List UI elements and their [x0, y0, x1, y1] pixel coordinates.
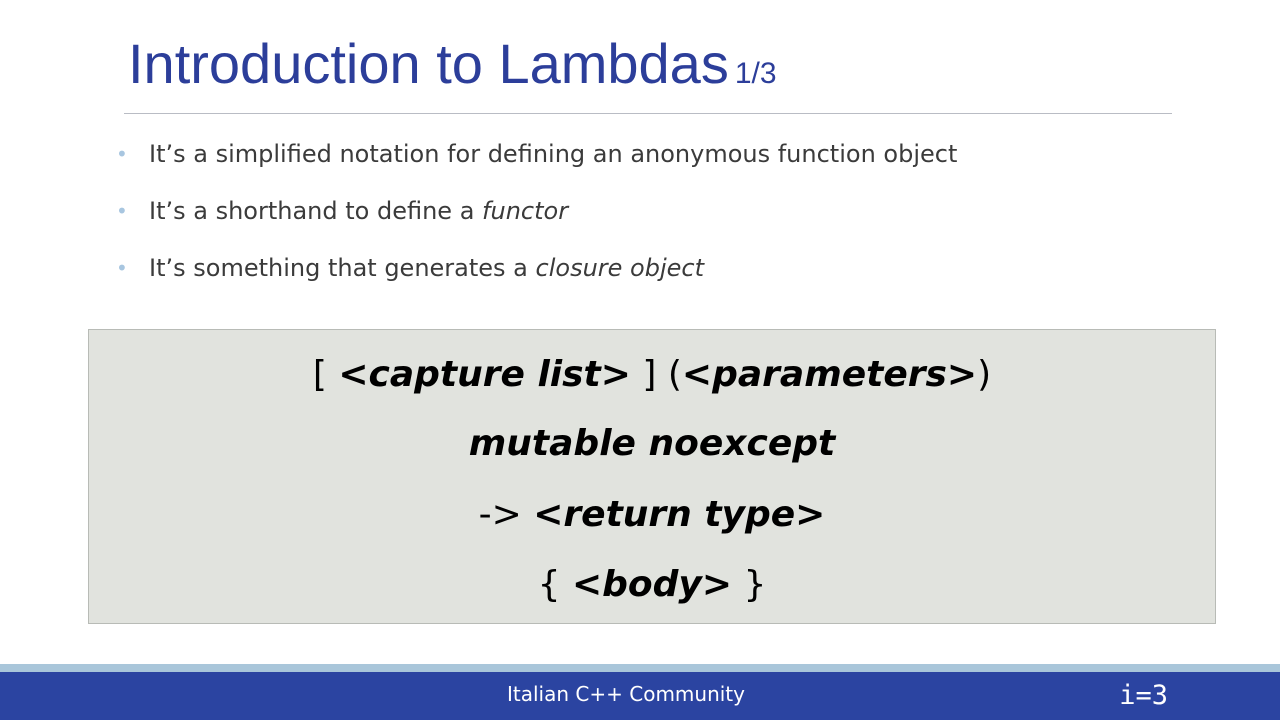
syntax-line-specifiers	[89, 408, 1215, 480]
syntax-capture-list: <capture list>	[338, 354, 631, 395]
bullet-item	[118, 191, 957, 248]
slide-title-text: Introduction to Lambdas	[128, 32, 729, 95]
syntax-bracket-open: [	[312, 354, 339, 395]
syntax-paren-close: )	[977, 354, 992, 395]
syntax-line-return	[89, 479, 1215, 551]
syntax-specifiers: mutable noexcept	[468, 423, 836, 464]
syntax-brace-close: }	[732, 564, 767, 605]
slide-title-page: 1/3	[734, 57, 777, 90]
syntax-body: <body>	[571, 564, 733, 605]
bullet-item	[118, 134, 957, 191]
slide-title	[128, 32, 777, 95]
syntax-arrow: ->	[478, 494, 534, 535]
syntax-parameters: <parameters>	[681, 354, 978, 395]
bullet-emphasis: functor	[482, 197, 569, 225]
community-logo-icon: i=3	[1119, 680, 1168, 711]
syntax-bracket-mid: ] (	[630, 354, 682, 395]
lambda-syntax-box	[88, 329, 1216, 624]
syntax-brace-open: {	[537, 564, 572, 605]
bullet-dot-icon: •	[116, 199, 128, 223]
syntax-line-capture	[89, 339, 1215, 411]
bullet-item	[118, 248, 957, 305]
bullet-dot-icon: •	[116, 142, 128, 166]
footer-bar	[0, 672, 1280, 720]
syntax-line-body	[89, 549, 1215, 621]
bullet-text: It’s a simplified notation for defining an anonymous function object	[149, 140, 958, 168]
bullet-text: It’s a shorthand to define a	[149, 197, 483, 225]
syntax-return-type: <return type>	[533, 494, 826, 535]
footer-accent-strip	[0, 664, 1280, 672]
bullet-emphasis: closure object	[535, 254, 704, 282]
bullet-dot-icon: •	[116, 256, 128, 280]
bullet-text: It’s something that generates a	[149, 254, 536, 282]
title-divider	[124, 113, 1172, 114]
footer-community-name: Italian C++ Community	[507, 682, 745, 706]
bullet-list	[118, 134, 957, 305]
